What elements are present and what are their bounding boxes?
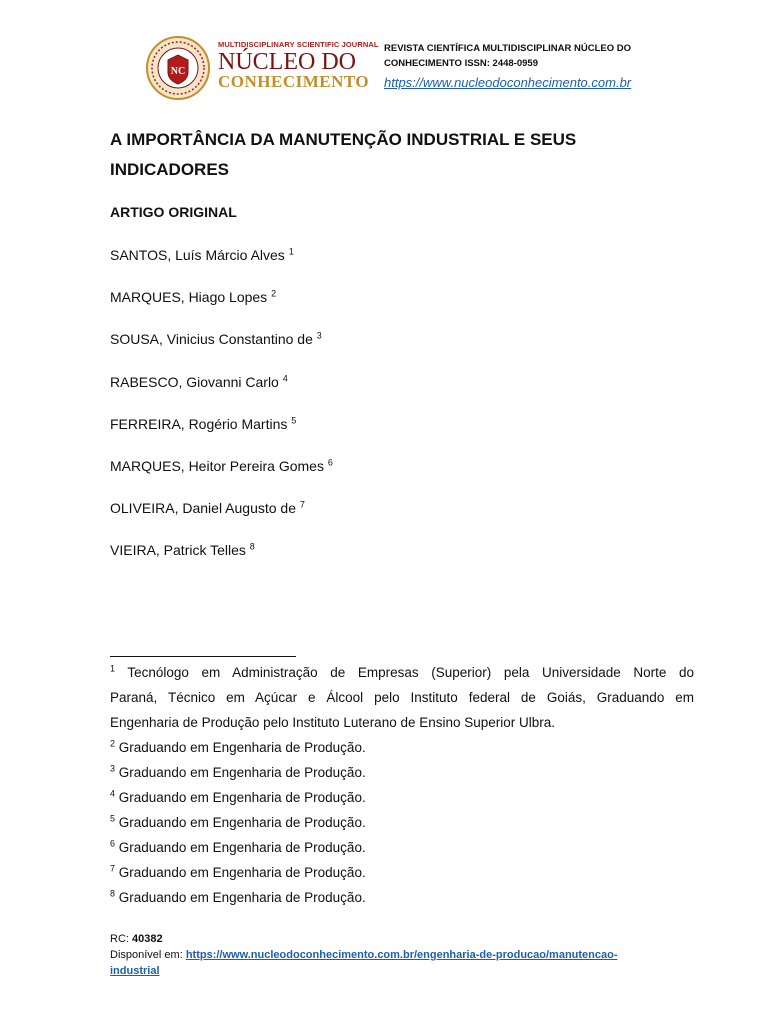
- journal-website-link[interactable]: https://www.nucleodoconhecimento.com.br: [384, 75, 632, 90]
- author-entry: [110, 287, 333, 329]
- author-list: [110, 245, 333, 583]
- footnote-1-line: [110, 660, 694, 685]
- rc-number: 40382: [132, 933, 163, 945]
- author-name: SANTOS, Luís Márcio Alves: [110, 247, 285, 263]
- author-name: MARQUES, Heitor Pereira Gomes: [110, 457, 324, 474]
- author-entry: [110, 329, 333, 371]
- footnote-number: 3: [110, 763, 116, 774]
- footnote-marker[interactable]: 1: [288, 246, 294, 257]
- author-entry: [110, 245, 333, 287]
- page-footer: [110, 931, 700, 979]
- journal-seal-logo: [146, 36, 210, 100]
- author-entry: [110, 372, 333, 414]
- logo-name: NÚCLEO DO: [218, 49, 356, 75]
- available-at-line: [110, 947, 700, 963]
- journal-name-line: REVISTA CIENTÍFICA MULTIDISCIPLINAR NÚCLEO DO: [384, 43, 631, 54]
- footnote-item: [110, 760, 694, 785]
- footnote-number: 2: [110, 738, 116, 749]
- footnote-text: Graduando em Engenharia de Produção.: [118, 890, 366, 905]
- footnote-text: Graduando em Engenharia de Produção.: [118, 790, 366, 805]
- footnote-1-line: Paraná, Técnico em Açúcar e Álcool pelo Instituto federal de Goiás, Graduando em: [110, 690, 694, 705]
- rc-label: RC:: [110, 933, 129, 945]
- author-entry: [110, 498, 333, 540]
- logo-tagline: MULTIDISCIPLINARY SCIENTIFIC JOURNAL: [218, 40, 379, 49]
- footnote-number: 4: [110, 788, 116, 799]
- footnote-marker[interactable]: 4: [282, 372, 288, 383]
- seal-letters: NC: [170, 66, 186, 77]
- footnote-marker[interactable]: 7: [299, 499, 305, 510]
- footnote-1-text: Tecnólogo em Administração de Empresas (Superior) pela Universidade Norte do: [127, 665, 694, 680]
- footnote-item: [110, 885, 694, 910]
- footnote-marker[interactable]: 8: [249, 541, 255, 552]
- author-name: OLIVEIRA, Daniel Augusto de: [110, 500, 296, 517]
- author-name: FERREIRA, Rogério Martins: [110, 415, 288, 432]
- footnote-text: Graduando em Engenharia de Produção.: [118, 840, 366, 855]
- footnote-number: 6: [110, 838, 116, 849]
- footnote-item: [110, 785, 694, 810]
- footnote-number: 8: [110, 888, 116, 899]
- logo-subname: CONHECIMENTO: [218, 72, 370, 91]
- footnote-text: Graduando em Engenharia de Produção.: [118, 765, 366, 780]
- footnote-text: Graduando em Engenharia de Produção.: [118, 740, 366, 755]
- footnote-number: 1: [110, 663, 116, 674]
- footnote-text: Graduando em Engenharia de Produção.: [118, 865, 366, 880]
- footnote-separator: [110, 656, 296, 657]
- author-entry: [110, 456, 333, 498]
- footnote-1: [110, 660, 694, 735]
- footnote-item: [110, 735, 694, 760]
- author-name: RABESCO, Giovanni Carlo: [110, 373, 279, 390]
- footnote-text: Graduando em Engenharia de Produção.: [118, 815, 366, 830]
- journal-heading: [384, 41, 674, 71]
- footnotes: [110, 660, 694, 910]
- author-name: SOUSA, Vinicius Constantino de: [110, 331, 313, 348]
- author-name: MARQUES, Hiago Lopes: [110, 289, 268, 306]
- footnote-marker[interactable]: 3: [316, 330, 322, 341]
- article-type-heading: ARTIGO ORIGINAL: [110, 204, 237, 220]
- article-url-link-continued[interactable]: industrial: [110, 965, 160, 977]
- footnote-number: 7: [110, 863, 116, 874]
- footnote-item: [110, 810, 694, 835]
- author-entry: [110, 540, 333, 582]
- journal-logo-wordmark: [218, 40, 378, 90]
- author-name: VIEIRA, Patrick Telles: [110, 542, 246, 559]
- article-title: A IMPORTÂNCIA DA MANUTENÇÃO INDUSTRIAL E SEUS INDICADORES: [110, 130, 577, 179]
- journal-issn-line: CONHECIMENTO ISSN: 2448-0959: [384, 58, 538, 69]
- article-url-link[interactable]: https://www.nucleodoconhecimento.com.br/engenharia-de-producao/manutencao-: [185, 949, 618, 961]
- footnote-item: [110, 835, 694, 860]
- author-entry: [110, 414, 333, 456]
- footnote-1-line: Engenharia de Produção pelo Instituto Luterano de Ensino Superior Ulbra.: [110, 715, 556, 730]
- footnote-marker[interactable]: 6: [327, 457, 333, 468]
- footnote-number: 5: [110, 813, 116, 824]
- available-label: Disponível em:: [110, 949, 183, 961]
- footnote-item: [110, 860, 694, 885]
- footnote-marker[interactable]: 2: [271, 288, 277, 299]
- rc-line: [110, 931, 700, 947]
- footnote-marker[interactable]: 5: [291, 415, 297, 426]
